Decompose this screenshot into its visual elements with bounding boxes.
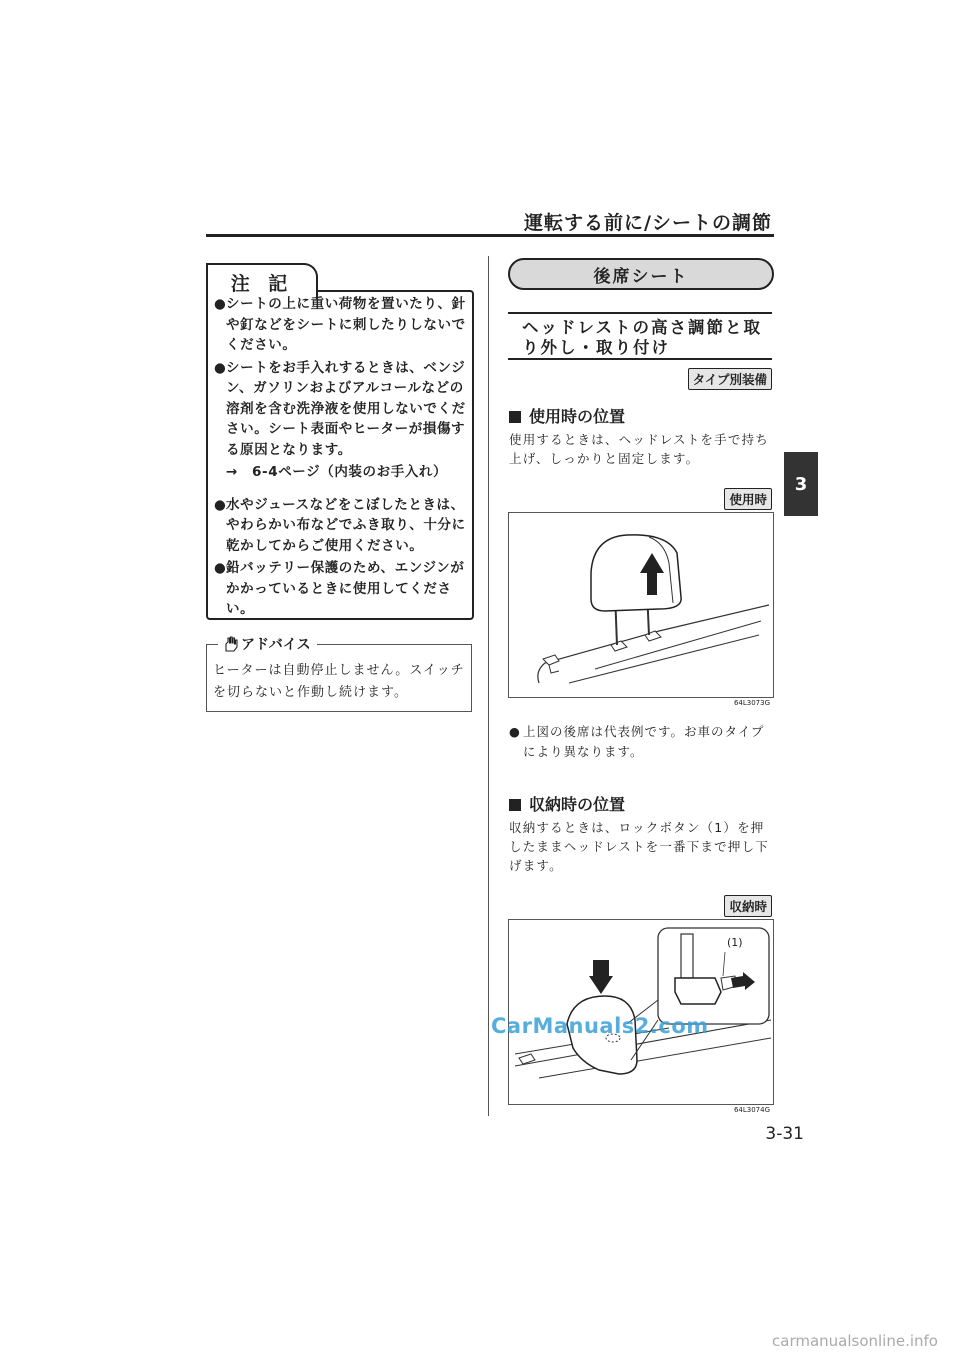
page-header-title: 運転する前に/シートの調節 [524,212,772,234]
use-body: 使用するときは、ヘッドレストを手で持ち上げ、しっかりと固定します。 [509,432,769,466]
use-heading: 使用時の位置 [509,404,625,427]
section-title: ヘッドレストの高さ調節と取り外し・取り付け [522,318,763,357]
footer-watermark[interactable]: carmanualsonline.info [772,1332,938,1350]
square-bullet-icon [509,411,521,423]
type-tag: タイプ別装備 [688,368,772,390]
column-divider [488,256,489,1116]
callout-label: (1) [727,936,743,949]
watermark-carmanuals: CarManuals2.com [491,1014,709,1038]
header-rule [206,234,774,237]
use-tag: 使用時 [724,488,772,510]
caution-item: ● シートの上に重い荷物を置いたり、針や釘などをシートに刺したりしないでください。 [214,296,466,353]
section-rule-bottom [508,358,772,360]
bullet-icon: ● [214,496,227,513]
figure-code: 64L3074G [733,1106,770,1114]
figure-headrest-raised [508,512,774,707]
bullet-icon: ● [214,359,227,376]
advice-text: ヒーターは自動停止しません。スイッチを切らないと作動し続けます。 [213,663,465,700]
caution-reference: → 6-4ページ（内装のお手入れ） [226,464,448,480]
caution-item: ● 水やジュースなどをこぼしたときは、やわらかい布などでふき取り、十分に乾かしてからご使用ください。 [214,496,466,554]
figure-headrest-stored [491,919,774,1114]
caution-item: ● シートをお手入れするときは、ベンジン、ガソリンおよびアルコールなどの溶剤を含む洗浄液を使用しないでください。シート表面やヒーターが損傷する原因となります。 [214,359,466,458]
store-tag: 収納時 [724,895,772,917]
store-heading: 収納時の位置 [509,792,625,815]
headrest-raised-illustration [509,513,773,697]
caution-item: ● 鉛バッテリー保護のため、エンジンがかかっているときに使用してください。 [214,560,465,617]
square-bullet-icon [509,799,521,811]
bullet-icon: ● [214,560,227,576]
figure-code: 64L3073G [733,699,770,707]
section-pill: 後席シート [508,258,774,290]
store-body: 収納するときは、ロックボタン（1）を押したままヘッドレストを一番下まで押し下げます。 [509,820,769,873]
bullet-icon: ● [214,296,227,312]
chapter-tab: 3 [784,452,818,516]
use-note: ● 上図の後席は代表例です。お車のタイプにより異なります。 [509,724,765,759]
hand-icon [224,636,238,652]
page-number: 3-31 [765,1124,804,1144]
section-rule-top [508,312,772,314]
advice-label: アドバイス [218,634,317,654]
caution-list [214,294,466,622]
caution-label: 注 記 [206,263,318,299]
bullet-icon: ● [509,724,521,739]
